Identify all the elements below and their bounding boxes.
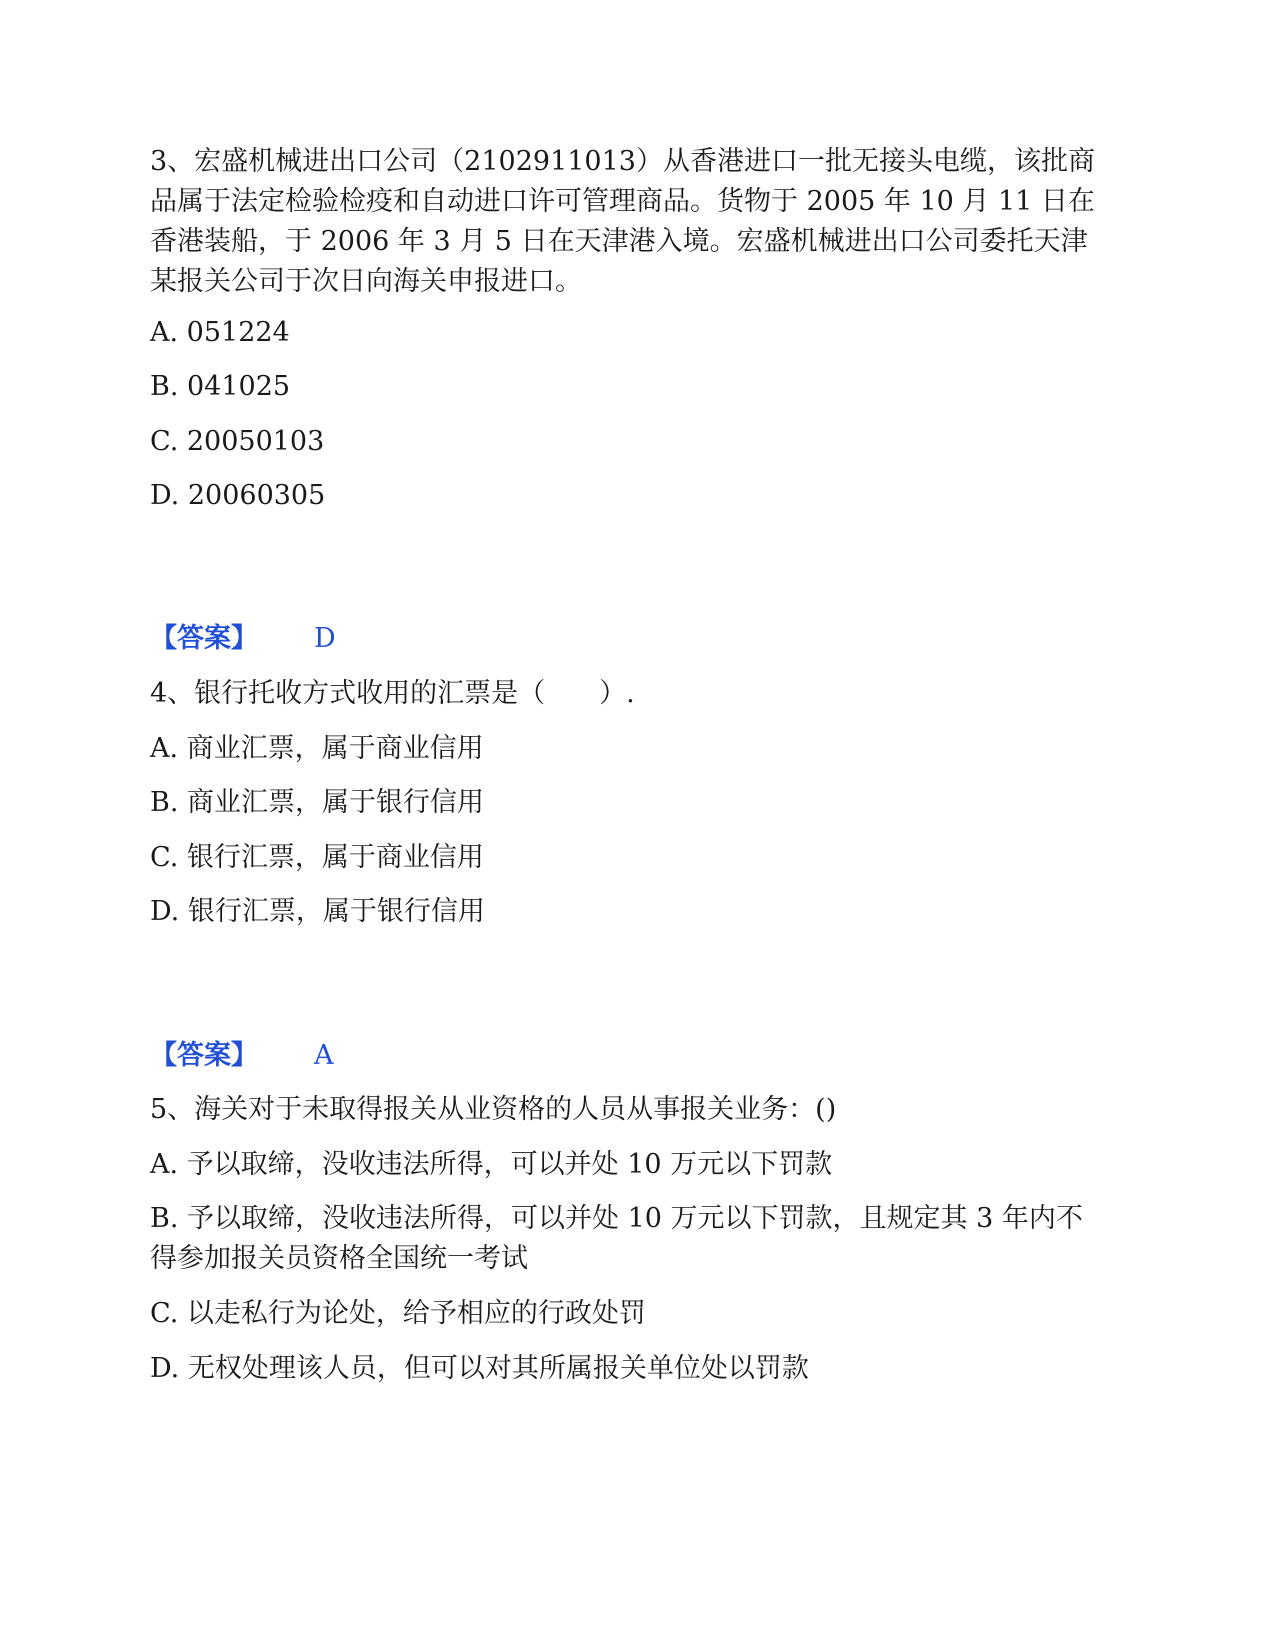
question-4-stem: 4、银行托收方式收用的汇票是（ ）. (150, 678, 635, 709)
answer-tag: 【答案】 (150, 1040, 258, 1071)
question-3-option-c: C. 20050103 (150, 426, 325, 457)
answer-value: A (314, 1040, 334, 1071)
question-4-option-d: D. 银行汇票，属于银行信用 (150, 896, 485, 927)
question-3-option-d: D. 20060305 (150, 480, 326, 511)
question-3-option-b: B. 041025 (150, 371, 291, 402)
question-4-option-c: C. 银行汇票，属于商业信用 (150, 842, 484, 873)
question-5-option-c: C. 以走私行为论处，给予相应的行政处罚 (150, 1298, 646, 1329)
question-4-option-b: B. 商业汇票，属于银行信用 (150, 787, 485, 818)
answer-tag: 【答案】 (150, 623, 258, 654)
question-3-option-a: A. 051224 (150, 317, 290, 348)
answer-value: D (314, 623, 336, 654)
question-3-answer (150, 619, 336, 659)
question-4-option-a: A. 商业汇票，属于商业信用 (150, 733, 484, 764)
question-5-option-d: D. 无权处理该人员，但可以对其所属报关单位处以罚款 (150, 1353, 809, 1384)
question-5-option-b: B. 予以取缔，没收违法所得，可以并处 10 万元以下罚款，且规定其 3 年内不得参加报关员资格全国统一考试 (150, 1203, 1083, 1274)
question-4-answer (150, 1036, 334, 1076)
question-5-stem: 5、海关对于未取得报关从业资格的人员从事报关业务：() (150, 1094, 837, 1125)
question-3-stem: 3、宏盛机械进出口公司（2102911013）从香港进口一批无接头电缆，该批商品属于法定检验检疫和自动进口许可管理商品。货物于 2005 年 10 月 11 日在香港装船，于 2006 年 3 月 5 日在天津港入境。宏盛机械进出口公司委托天津某报关公司于次日向海关申报进口。 (150, 146, 1095, 297)
question-5-option-a: A. 予以取缔，没收违法所得，可以并处 10 万元以下罚款 (150, 1149, 833, 1180)
